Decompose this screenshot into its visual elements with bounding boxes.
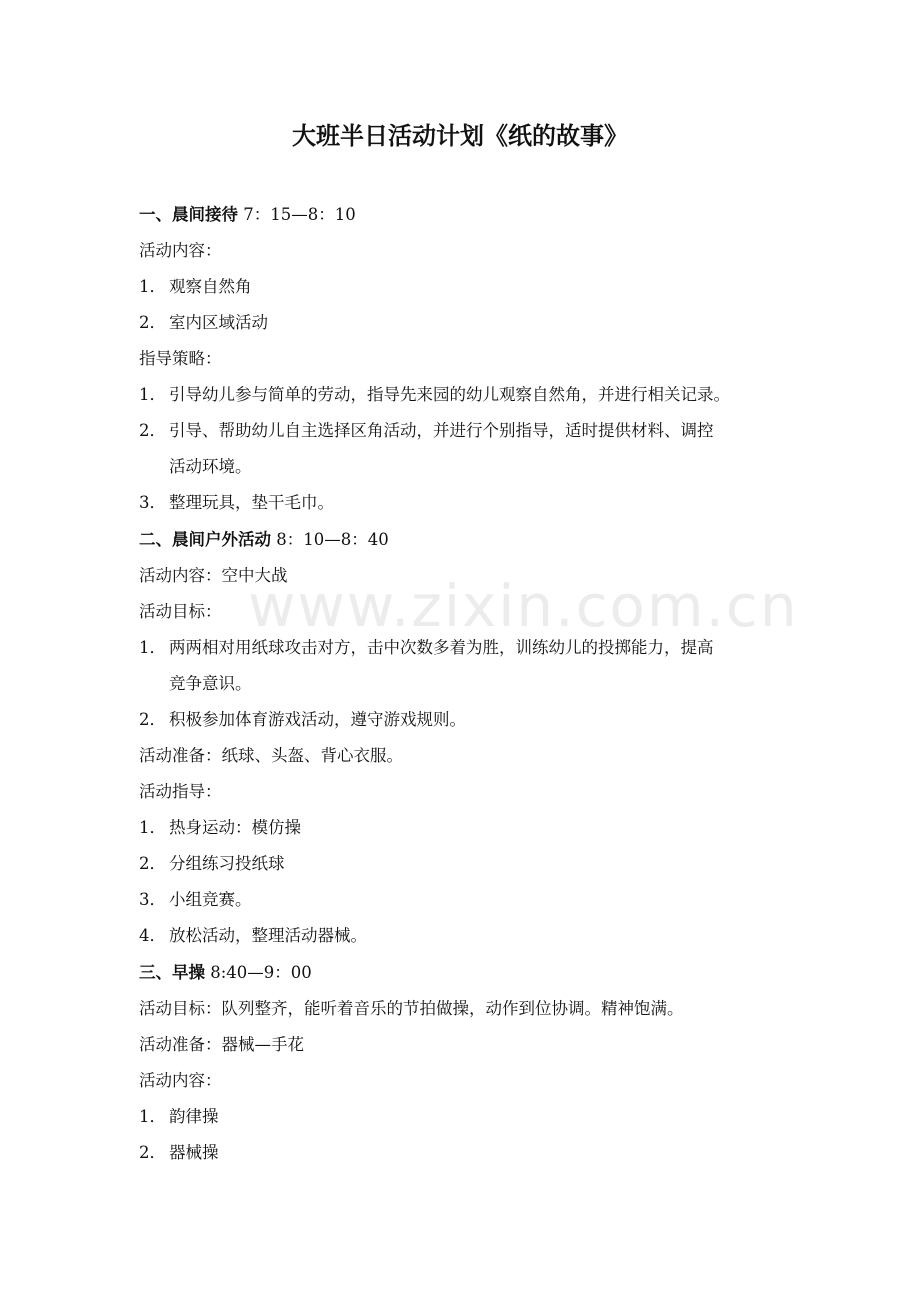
item-number: 2． <box>139 1143 166 1162</box>
item-continuation: 活动环境。 <box>169 457 252 476</box>
item-text: 引导幼儿参与简单的劳动，指导先来园的幼儿观察自然角，并进行相关记录。 <box>169 385 730 404</box>
item-text: 韵律操 <box>169 1107 219 1126</box>
item-number: 4． <box>139 926 166 945</box>
page-title: 大班半日活动计划《纸的故事》 <box>292 122 628 150</box>
item-text: 室内区域活动 <box>169 313 268 332</box>
item-text: 放松活动，整理活动器械。 <box>169 926 367 945</box>
content-line: 活动内容：空中大战 <box>139 566 288 585</box>
item-number: 2． <box>139 710 166 729</box>
item-number: 1． <box>139 385 166 404</box>
item-number: 1． <box>139 1107 166 1126</box>
item-text: 积极参加体育游戏活动，遵守游戏规则。 <box>169 710 466 729</box>
guide-label: 指导策略： <box>139 349 222 368</box>
item-continuation: 竞争意识。 <box>169 674 252 693</box>
goal-label: 活动目标： <box>139 602 222 621</box>
list-item <box>139 276 789 298</box>
list-item <box>139 384 789 406</box>
item-number: 2． <box>139 313 166 332</box>
list-item <box>139 492 789 514</box>
item-text: 分组练习投纸球 <box>169 854 285 873</box>
guide-label: 活动指导： <box>139 782 222 801</box>
list-item <box>139 889 789 911</box>
list-item <box>139 1106 789 1128</box>
item-text: 器械操 <box>169 1143 219 1162</box>
section-heading-3 <box>139 962 789 984</box>
item-number: 1． <box>139 277 166 296</box>
section-heading-2 <box>139 529 789 551</box>
item-number: 3． <box>139 493 166 512</box>
item-text: 两两相对用纸球攻击对方，击中次数多着为胜，训练幼儿的投掷能力，提高 <box>169 638 714 657</box>
list-item <box>139 925 789 947</box>
prep-line: 活动准备：纸球、头盔、背心衣服。 <box>139 746 403 765</box>
list-item <box>139 817 789 839</box>
item-number: 1． <box>139 818 166 837</box>
item-number: 1． <box>139 638 166 657</box>
content-label: 活动内容： <box>139 241 222 260</box>
goal-line: 活动目标：队列整齐，能听着音乐的节拍做操，动作到位协调。精神饱满。 <box>139 999 684 1018</box>
item-text: 小组竞赛。 <box>169 890 252 909</box>
list-item <box>139 709 789 731</box>
item-text: 热身运动：模仿操 <box>169 818 301 837</box>
section-heading-1 <box>139 204 789 226</box>
prep-line: 活动准备：器械—手花 <box>139 1035 304 1054</box>
section-title: 一、晨间接待 <box>139 205 238 224</box>
content-label: 活动内容： <box>139 1071 222 1090</box>
item-text: 整理玩具，垫干毛巾。 <box>169 493 334 512</box>
list-item <box>139 312 789 334</box>
section-time: 8:40—9：00 <box>205 963 312 982</box>
section-title: 二、晨间户外活动 <box>139 530 271 549</box>
section-time: 8：10—8：40 <box>271 530 389 549</box>
list-item <box>139 853 789 875</box>
list-item <box>139 420 789 442</box>
item-text: 引导、帮助幼儿自主选择区角活动，并进行个别指导，适时提供材料、调控 <box>169 421 714 440</box>
list-item <box>139 637 789 659</box>
item-number: 2． <box>139 421 166 440</box>
item-number: 3． <box>139 890 166 909</box>
item-number: 2． <box>139 854 166 873</box>
list-item <box>139 1142 789 1164</box>
item-text: 观察自然角 <box>169 277 252 296</box>
section-time: 7：15—8：10 <box>238 205 356 224</box>
section-title: 三、早操 <box>139 963 205 982</box>
watermark: www.zixin.com.cn <box>248 572 799 640</box>
